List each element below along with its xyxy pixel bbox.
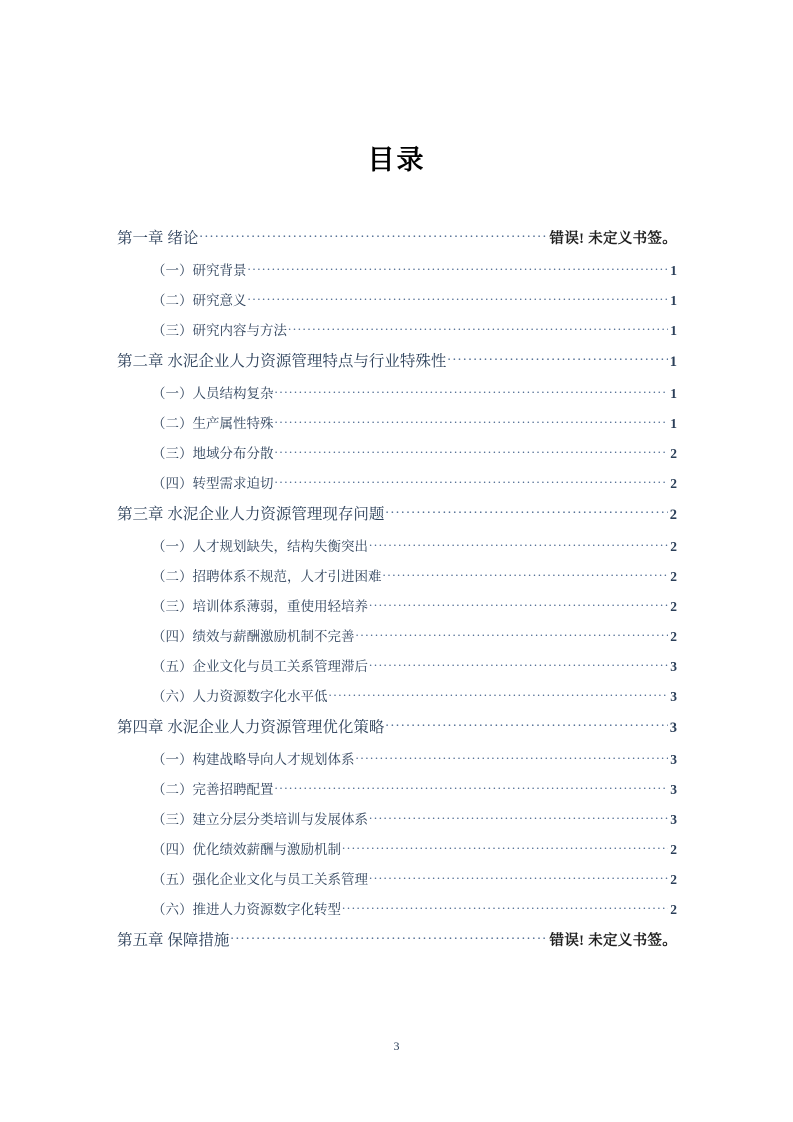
toc-leader-dots — [369, 811, 668, 825]
toc-entry-label: 第二章 水泥企业人力资源管理特点与行业特殊性 — [117, 353, 447, 370]
toc-leader-dots — [275, 415, 669, 429]
toc-page-number: 2 — [670, 569, 677, 584]
toc-section-entry[interactable] — [117, 472, 677, 502]
toc-page-number: 3 — [670, 812, 677, 827]
toc-entry-label: （二）研究意义 — [152, 293, 247, 308]
toc-entry-label: （四）绩效与薪酬激励机制不完善 — [152, 629, 355, 644]
toc-entry-label: （一）研究背景 — [152, 263, 247, 278]
footer-page-number: 3 — [393, 1039, 400, 1053]
toc-section-entry[interactable] — [117, 319, 677, 349]
toc-section-entry[interactable] — [117, 868, 677, 898]
toc-section-entry[interactable] — [117, 289, 677, 319]
toc-page-number: 2 — [670, 872, 677, 887]
toc-entry-label: （一）人员结构复杂 — [152, 386, 274, 401]
toc-leader-dots — [447, 351, 667, 367]
toc-section-entry[interactable] — [117, 808, 677, 838]
toc-page-number: 1 — [670, 263, 677, 278]
toc-leader-dots — [342, 901, 668, 915]
toc-leader-dots — [369, 871, 668, 885]
toc-leader-dots — [275, 385, 669, 399]
toc-entry-label: （三）培训体系薄弱，重使用轻培养 — [152, 599, 368, 614]
toc-section-entry[interactable] — [117, 898, 677, 928]
toc-leader-dots — [369, 538, 668, 552]
toc-entry-label: （六）推进人力资源数字化转型 — [152, 902, 341, 917]
toc-chapter-entry[interactable] — [117, 502, 677, 535]
toc-leader-dots — [369, 658, 668, 672]
toc-page-number: 3 — [670, 782, 677, 797]
toc-leader-dots — [275, 781, 669, 795]
toc-leader-dots — [230, 930, 547, 946]
toc-section-entry[interactable] — [117, 838, 677, 868]
toc-leader-dots — [275, 475, 669, 489]
toc-page-number: 3 — [670, 659, 677, 674]
toc-leader-dots — [275, 445, 669, 459]
toc-entry-label: （二）生产属性特殊 — [152, 416, 274, 431]
toc-page-number: 2 — [669, 507, 677, 523]
table-of-contents — [117, 226, 677, 961]
toc-entry-label: 第五章 保障措施 — [117, 932, 230, 949]
toc-page-number: 2 — [670, 629, 677, 644]
toc-page-number: 1 — [670, 386, 677, 401]
toc-section-entry[interactable] — [117, 535, 677, 565]
toc-leader-dots — [356, 751, 669, 765]
toc-section-entry[interactable] — [117, 655, 677, 685]
toc-entry-label: （六）人力资源数字化水平低 — [152, 689, 328, 704]
toc-page-number: 2 — [670, 599, 677, 614]
toc-entry-label: （二）招聘体系不规范，人才引进困难 — [152, 569, 382, 584]
toc-page-number: 3 — [669, 720, 677, 736]
toc-leader-dots — [199, 228, 547, 244]
toc-page-number: 2 — [670, 539, 677, 554]
toc-entry-label: 第一章 绪论 — [117, 230, 199, 247]
toc-entry-label: （五）企业文化与员工关系管理滞后 — [152, 659, 368, 674]
toc-chapter-entry[interactable] — [117, 715, 677, 748]
toc-section-entry[interactable] — [117, 748, 677, 778]
toc-section-entry[interactable] — [117, 685, 677, 715]
toc-leader-dots — [342, 841, 668, 855]
toc-leader-dots — [383, 568, 669, 582]
toc-section-entry[interactable] — [117, 382, 677, 412]
toc-section-entry[interactable] — [117, 625, 677, 655]
page-title: 目录 — [367, 145, 426, 175]
toc-entry-label: （三）建立分层分类培训与发展体系 — [152, 812, 368, 827]
toc-chapter-entry[interactable] — [117, 226, 677, 259]
toc-entry-label: （三）研究内容与方法 — [152, 323, 287, 338]
toc-page-number: 1 — [670, 323, 677, 338]
toc-entry-label: （五）强化企业文化与员工关系管理 — [152, 872, 368, 887]
toc-page-number: 2 — [670, 842, 677, 857]
toc-section-entry[interactable] — [117, 778, 677, 808]
toc-section-entry[interactable] — [117, 442, 677, 472]
toc-entry-label: 第三章 水泥企业人力资源管理现存问题 — [117, 506, 385, 523]
toc-entry-label: （四）优化绩效薪酬与激励机制 — [152, 842, 341, 857]
toc-bookmark-error: 错误! 未定义书签。 — [549, 231, 677, 247]
toc-page-number: 3 — [670, 689, 677, 704]
toc-page-number: 2 — [670, 446, 677, 461]
toc-section-entry[interactable] — [117, 595, 677, 625]
toc-page-number: 1 — [669, 354, 677, 370]
toc-entry-label: （三）地域分布分散 — [152, 446, 274, 461]
toc-section-entry[interactable] — [117, 565, 677, 595]
toc-page-number: 1 — [670, 416, 677, 431]
toc-section-entry[interactable] — [117, 259, 677, 289]
toc-entry-label: （一）构建战略导向人才规划体系 — [152, 752, 355, 767]
toc-leader-dots — [356, 628, 669, 642]
toc-leader-dots — [329, 688, 669, 702]
toc-section-entry[interactable] — [117, 412, 677, 442]
toc-page-number: 3 — [670, 752, 677, 767]
toc-leader-dots — [385, 717, 667, 733]
toc-page-number: 1 — [670, 293, 677, 308]
toc-chapter-entry[interactable] — [117, 349, 677, 382]
toc-leader-dots — [248, 292, 669, 306]
toc-page-number: 2 — [670, 902, 677, 917]
toc-leader-dots — [288, 322, 668, 336]
toc-entry-label: （四）转型需求迫切 — [152, 476, 274, 491]
toc-entry-label: （一）人才规划缺失，结构失衡突出 — [152, 539, 368, 554]
toc-entry-label: 第四章 水泥企业人力资源管理优化策略 — [117, 719, 385, 736]
toc-leader-dots — [385, 504, 667, 520]
toc-leader-dots — [248, 262, 669, 276]
toc-entry-label: （二）完善招聘配置 — [152, 782, 274, 797]
toc-leader-dots — [369, 598, 668, 612]
toc-chapter-entry[interactable] — [117, 928, 677, 961]
toc-bookmark-error: 错误! 未定义书签。 — [549, 933, 677, 949]
toc-page-number: 2 — [670, 476, 677, 491]
